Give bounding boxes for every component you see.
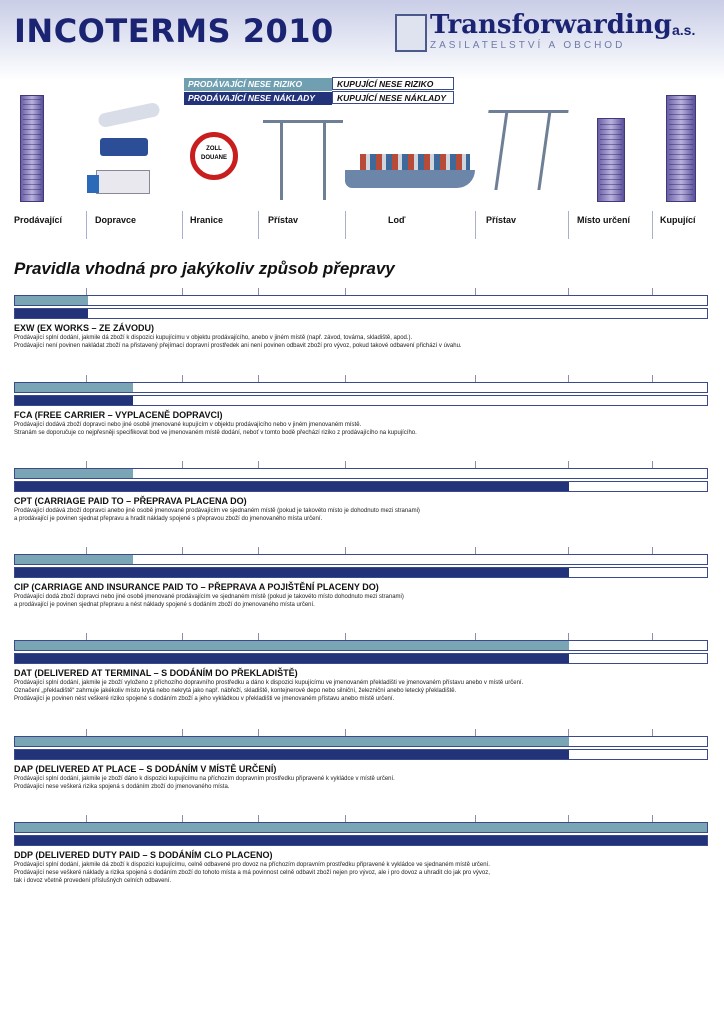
cost-bar-fill	[15, 750, 569, 759]
risk-bar-fill	[15, 823, 707, 832]
incoterm-name: DDP (DELIVERED DUTY PAID – S DODÁNÍM CLO PLACENO)	[14, 850, 273, 860]
cargo-containers-icon	[360, 154, 470, 170]
description-line: Prodávající nese veškeré náklady a rizika spojená s dodáním zboží do tohoto místa a má povinnost celně odbavit zboží nejen pro vývoz, ale i pro dovoz a uhradit clo jak pro vývoz,	[14, 870, 490, 876]
logo-name: Transforwarding	[430, 10, 672, 40]
incoterm-description	[14, 861, 708, 885]
stage-ticks	[14, 547, 708, 554]
risk-bar	[14, 822, 708, 833]
stage-labels	[0, 211, 724, 239]
page-title: INCOTERMS 2010	[14, 12, 334, 50]
description-line: Prodávající nese veškerá rizika spojená s dodáním zboží do jmenovaného místa.	[14, 784, 230, 790]
logo-subtitle: ZASILATELSTVÍ A OBCHOD	[430, 40, 626, 51]
incoterm-description	[14, 593, 708, 609]
incoterm-name: EXW (EX WORKS – ZE ZÁVODU)	[14, 323, 155, 333]
cost-bar	[14, 835, 708, 846]
incoterm-name: CIP (CARRIAGE AND INSURANCE PAID TO – PŘEPRAVA A POJIŠTĚNÍ PLACENY DO)	[14, 582, 379, 592]
description-line: Prodávající není povinen nakládat zboží na přistavený přejímací dopravní prostředek ani není povinen odbavit zboží pro vývoz, pokud takové odbavení přichází v úvahu.	[14, 343, 462, 349]
description-line: Prodávající dodává zboží dopravci anebo jiné osobě jmenované prodávajícím ve sjednaném místě (pokud je takovéto místo je dohodnuto mezi stranami)	[14, 508, 420, 514]
description-line: Prodávající splní dodání, jakmile dá zboží k dispozici kupujícímu, celně odbavené pro dovoz na příchozím dopravním prostředku připravené k vykládce ve sjednaném místě určení.	[14, 862, 490, 868]
port-crane-icon	[494, 110, 551, 190]
description-line: Stranám se doporučuje co nejpřesněji specifikovat bod ve jmenovaném místě dodání, neboť v tomto bodě přechází riziko z prodávajícího na kupujícího.	[14, 430, 417, 436]
risk-bar	[14, 736, 708, 747]
risk-bar-fill	[15, 737, 569, 746]
legend-seller-cost: PRODÁVAJÍCÍ NESE NÁKLADY	[184, 92, 332, 105]
incoterm-name: DAT (DELIVERED AT TERMINAL – S DODÁNÍM DO PŘEKLADIŠTĚ)	[14, 668, 298, 678]
incoterm-block	[14, 461, 708, 523]
incoterm-block	[14, 547, 708, 609]
risk-bar-fill	[15, 641, 569, 650]
description-line: Prodávající je povinen nést veškeré riziko spojené s dodáním zboží a jeho vykládkou v překladišti ve jmenovaném přístavu anebo místě určení.	[14, 696, 395, 702]
risk-bar	[14, 554, 708, 565]
cost-bar-fill	[15, 654, 569, 663]
cost-bar-fill	[15, 568, 569, 577]
description-line: a prodávající je povinen sjednat přepravu a nést náklady spojené s dodáním zboží do jmenovaného místa určení.	[14, 602, 315, 608]
cost-bar	[14, 308, 708, 319]
description-line: Označení „překladiště“ zahrnuje jakékoliv místo krytá nebo nekrytá jako např. nábřeží, skladiště, kontejnerové depo nebo silniční, železniční anebo letecký překladiště.	[14, 688, 457, 694]
stage-ticks	[14, 288, 708, 295]
incoterm-description	[14, 679, 708, 703]
incoterm-description	[14, 775, 708, 791]
incoterm-block	[14, 633, 708, 703]
cost-bar	[14, 567, 708, 578]
stage-ticks	[14, 815, 708, 822]
truck-icon	[96, 170, 150, 194]
sign-line2: DOUANE	[200, 155, 227, 161]
incoterm-block	[14, 375, 708, 437]
sign-line1: ZOLL	[206, 146, 222, 152]
stage-ticks	[14, 729, 708, 736]
cost-bar	[14, 481, 708, 492]
stage-label: Přístav	[486, 215, 517, 225]
destination-building-icon	[597, 118, 625, 202]
incoterm-name: DAP (DELIVERED AT PLACE – S DODÁNÍM V MÍSTĚ URČENÍ)	[14, 764, 277, 774]
incoterm-description	[14, 421, 708, 437]
legend-buyer-cost: KUPUJÍCÍ NESE NÁKLADY	[332, 91, 454, 104]
cost-bar-fill	[15, 482, 569, 491]
transport-illustration	[0, 90, 724, 210]
legend-buyer-risk: KUPUJÍCÍ NESE RIZIKO	[332, 77, 454, 90]
description-line: a prodávající je povinen sjednat přepravu a hradit náklady spojené s přepravou zboží do jmenovaného místa určení.	[14, 516, 323, 522]
stage-label: Kupující	[660, 215, 696, 225]
stage-ticks	[14, 633, 708, 640]
buyer-building-icon	[666, 95, 696, 202]
stage-label: Přístav	[268, 215, 299, 225]
risk-bar	[14, 295, 708, 306]
incoterm-description	[14, 507, 708, 523]
airplane-icon	[97, 102, 161, 129]
stage-label: Prodávající	[14, 215, 63, 225]
description-line: Prodávající dodává zboží dopravci nebo jiné osobě jmenované kupujícím v objektu prodávajícího nebo v jiném jmenovaném místě.	[14, 422, 362, 428]
incoterm-block	[14, 288, 708, 350]
cost-bar	[14, 653, 708, 664]
risk-bar	[14, 468, 708, 479]
cost-bar-fill	[15, 836, 707, 845]
risk-bar-fill	[15, 555, 133, 564]
stage-label: Hranice	[190, 215, 224, 225]
ship-icon	[345, 170, 475, 188]
cost-bar-fill	[15, 309, 88, 318]
description-line: Prodávající splní dodání, jakmile je zboží vyloženo z příchozího dopravního prostředku a dáno k dispozici kupujícímu ve jmenovaném překladišti ve jmenovaném přístavu anebo v místě určení.	[14, 680, 524, 686]
incoterm-block	[14, 729, 708, 791]
incoterm-description	[14, 334, 708, 350]
stage-ticks	[14, 461, 708, 468]
section-title: Pravidla vhodná pro jakýkoliv způsob přepravy	[14, 259, 395, 278]
risk-bar-fill	[15, 383, 133, 392]
risk-bar-fill	[15, 296, 88, 305]
incoterm-name: FCA (FREE CARRIER – VYPLACENĚ DOPRAVCI)	[14, 410, 223, 420]
description-line: Prodávající splní dodání, jakmile je zboží dáno k dispozici kupujícímu na příchozím dopravním prostředku připravené k vykládce v místě určení.	[14, 776, 395, 782]
customs-sign-icon	[190, 132, 238, 180]
logo-icon	[395, 14, 427, 52]
legend-seller-risk: PRODÁVAJÍCÍ NESE RIZIKO	[184, 78, 332, 91]
logo-suffix: a.s.	[672, 22, 696, 38]
risk-bar	[14, 382, 708, 393]
incoterm-block	[14, 815, 708, 885]
cost-bar	[14, 749, 708, 760]
description-line: Prodávající dodá zboží dopravci nebo jiné osobě jmenované prodávajícím ve sjednaném místě (pokud je takovéto místo dohodnuto mezi stranami)	[14, 594, 404, 600]
cost-bar	[14, 395, 708, 406]
header	[0, 0, 724, 80]
train-icon	[100, 138, 148, 156]
stage-ticks	[14, 375, 708, 382]
cost-bar-fill	[15, 396, 133, 405]
port-crane-icon	[280, 120, 326, 200]
seller-building-icon	[20, 95, 44, 202]
description-line: tak i dovoz včetně provedení příslušných celních odbavení.	[14, 878, 172, 884]
legend-risk-row	[184, 77, 454, 90]
stage-label: Místo určení	[577, 215, 631, 225]
stage-label: Loď	[388, 215, 406, 225]
incoterm-name: CPT (CARRIAGE PAID TO – PŘEPRAVA PLACENA DO)	[14, 496, 247, 506]
stage-label: Dopravce	[95, 215, 137, 225]
risk-bar	[14, 640, 708, 651]
risk-bar-fill	[15, 469, 133, 478]
description-line: Prodávající splní dodání, jakmile dá zboží k dispozici kupujícímu v objektu prodávajícího, anebo v jiném místě (např. závod, továrna, skladiště, apod.).	[14, 335, 413, 341]
